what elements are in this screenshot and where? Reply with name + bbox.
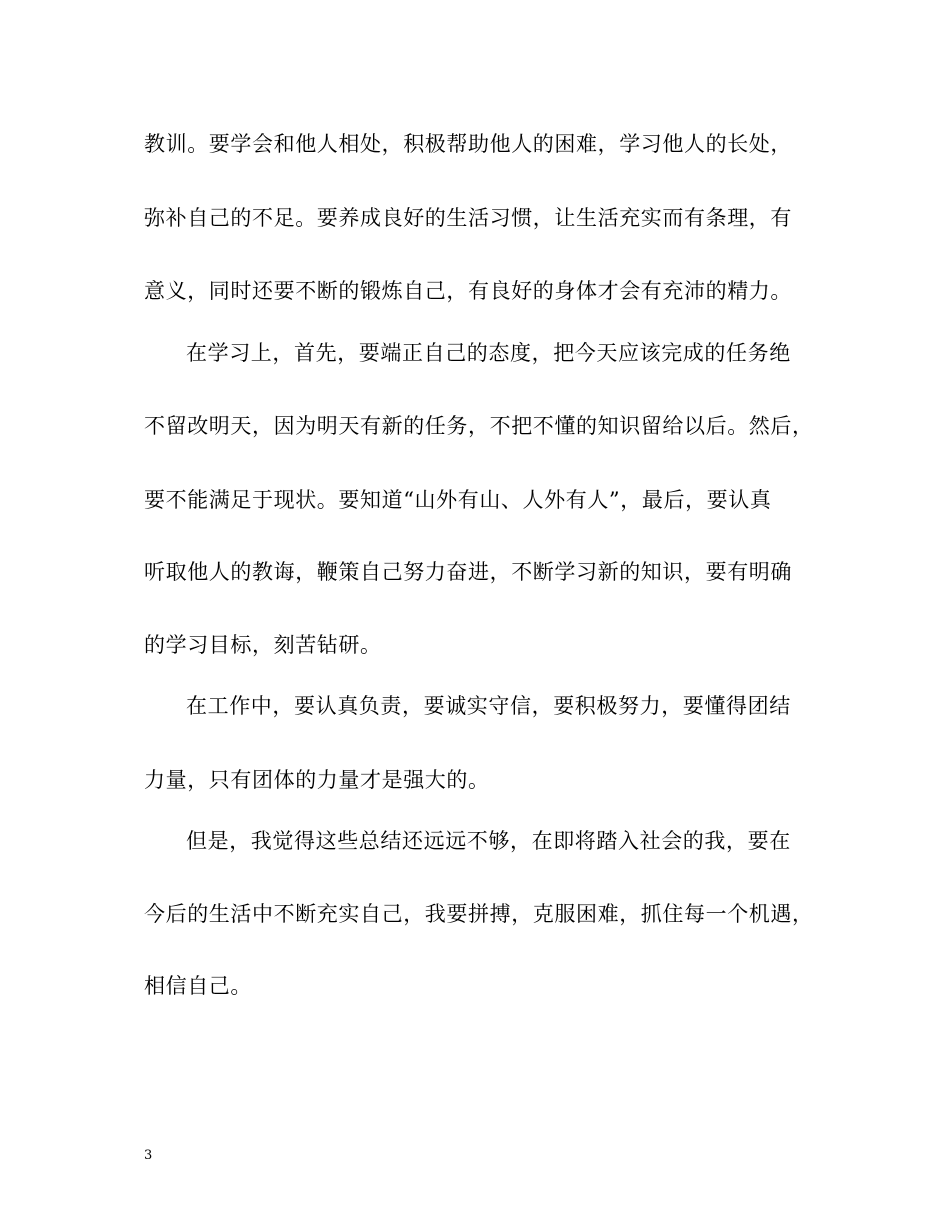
text-line: 听取他人的教诲，鞭策自己努力奋进，不断学习新的知识，要有明确: [144, 560, 792, 584]
text-line: 教训。要学会和他人相处，积极帮助他人的困难，学习他人的长处，: [144, 132, 792, 156]
text-line: 意义，同时还要不断的锻炼自己，有良好的身体才会有充沛的精力。: [144, 279, 792, 303]
text-line: 今后的生活中不断充实自己，我要拼搏，克服困难，抓住每一个机遇，: [144, 902, 814, 926]
text-line: 的学习目标，刻苦钻研。: [144, 633, 382, 657]
text-line: 不留改明天，因为明天有新的任务，不把不懂的知识留给以后。然后，: [144, 414, 814, 438]
text-line: 相信自己。: [144, 974, 252, 998]
text-line: 力量，只有团体的力量才是强大的。: [144, 768, 490, 792]
paragraph-start-line: 但是，我觉得这些总结还远远不够，在即将踏入社会的我，要在: [186, 829, 791, 853]
paragraph-start-line: 在工作中，要认真负责，要诚实守信，要积极努力，要懂得团结: [186, 694, 791, 718]
text-line: 弥补自己的不足。要养成良好的生活习惯，让生活充实而有条理，有: [144, 206, 792, 230]
paragraph-start-line: 在学习上，首先，要端正自己的态度，把今天应该完成的任务绝: [186, 341, 791, 365]
text-line: 要不能满足于现状。要知道“山外有山、人外有人”，最后，要认真: [144, 488, 772, 512]
page-number: 3: [144, 1148, 153, 1163]
